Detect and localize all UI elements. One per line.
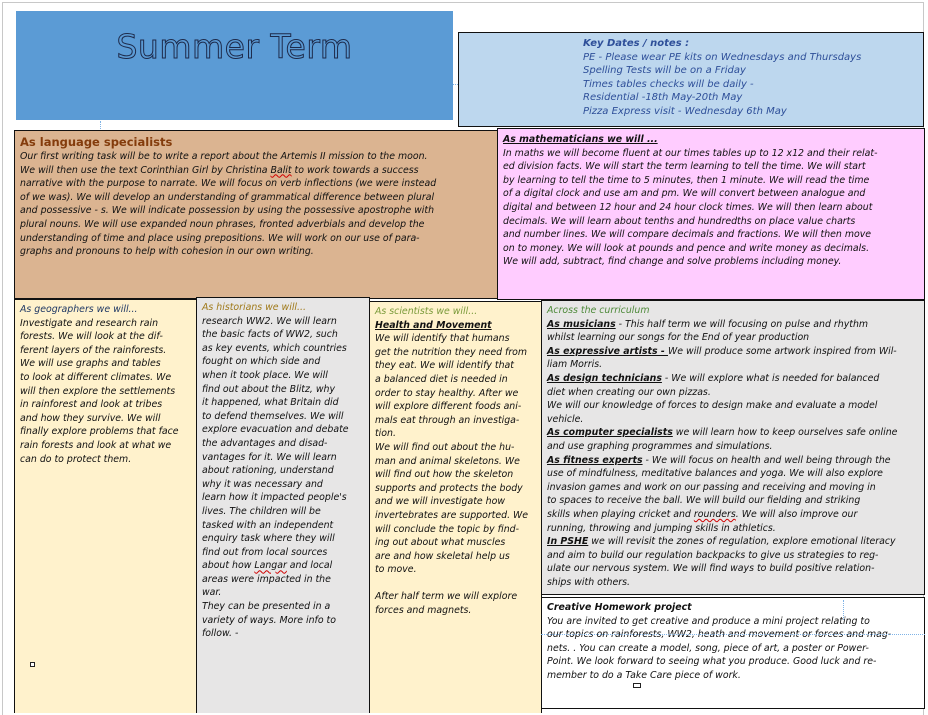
key-date-item: Pizza Express visit - Wednesday 6th May [583, 105, 787, 117]
text-line: our topics on rainforests, WW2, heath and movement or forces and mag- [547, 629, 892, 641]
text-line: use of mindfulness, meditative balances and yoga. We will also explore [547, 468, 883, 480]
text-line: We will use graphs and tables [20, 358, 161, 370]
text-fragment: we will learn how to keep ourselves safe online [672, 427, 898, 439]
text-line: We will our knowledge of forces to design make and evaluate a model [547, 400, 878, 412]
text-line: ed division facts. We will start the term learning to tell the time. We will start [503, 161, 866, 173]
text-fragment: We will then use the text Corinthian Girl by Christina [20, 164, 271, 176]
spellcheck-word[interactable]: rounders [693, 508, 736, 520]
text-fragment: we will revisit the zones of regulation, explore emotional literacy [588, 536, 896, 548]
text-line: lives. The children will be [202, 505, 321, 517]
text-line: tion. [375, 428, 396, 440]
layout-guide [100, 121, 101, 129]
text-fragment: We will produce some artwork inspired from Wil- [668, 345, 897, 357]
text-line: ferent layers of the rainforests. [20, 344, 167, 356]
text-line: of a digital clock and use am and pm. We will convert between analogue and [503, 188, 866, 200]
text-line: fought on which side and [202, 356, 321, 368]
text-line: narrative with the purpose to narrate. We will focus on verb inflections (we were instead [20, 178, 437, 190]
text-line: liam Morris. [547, 359, 603, 371]
text-line: by learning to tell the time to 5 minutes, then 1 minute. We will read the time [503, 174, 870, 186]
text-line: why it was necessary and [202, 478, 323, 490]
text-line: Investigate and research rain [20, 317, 159, 329]
text-line [547, 535, 919, 549]
text-line: a balanced diet is needed in [375, 373, 508, 385]
text-fragment: . We will also improve our [735, 508, 858, 520]
text-line: they eat. We will identify that [375, 360, 514, 372]
spellcheck-word[interactable]: Balit [270, 164, 292, 176]
text-line: You are invited to get creative and produce a mini project relating to [547, 615, 870, 627]
text-line: rain forests and look at what we [20, 439, 172, 451]
text-line: diet when creating our own pizzas. [547, 386, 711, 398]
layout-guide [541, 634, 925, 635]
text-line: nets. . You can create a model, song, piece of art, a poster or Power- [547, 642, 869, 654]
text-fragment: and local [286, 560, 333, 572]
text-fragment: - We will explore what is needed for balanced [661, 372, 880, 384]
text-line: and aim to build our regulation backpacks to give us strategies to reg- [547, 549, 879, 561]
text-line: They can be presented in a [202, 601, 331, 613]
text-line: tasked with an independent [202, 519, 334, 531]
text-line: will then explore the settlements [20, 385, 176, 397]
science-panel[interactable] [369, 301, 542, 713]
text-line: ships with others. [547, 576, 630, 588]
text-line: to defend themselves. We will [202, 410, 344, 422]
musicians-label: As musicians [547, 318, 616, 330]
geography-panel[interactable] [14, 299, 197, 713]
across-curriculum-panel[interactable] [541, 300, 925, 595]
text-line [547, 345, 919, 359]
maths-panel[interactable] [497, 128, 925, 300]
text-line: follow. - [202, 628, 239, 640]
text-line: digital and between 12 hour and 24 hour clock times. We will then learn about [503, 201, 873, 213]
text-line: decimals. We will learn about tenths and hundredths on place value charts [503, 215, 856, 227]
text-line: when it took place. We will [202, 369, 328, 381]
maths-heading: As mathematicians we will ... [503, 134, 658, 145]
science-subheading: Health and Movement [375, 319, 492, 331]
key-dates-heading: Key Dates / notes : [583, 38, 690, 49]
text-line: Point. We look forward to seeing what you produce. Good luck and re- [547, 656, 877, 668]
text-fragment: - We will focus on health and well being through the [642, 454, 891, 466]
text-line: to move. [375, 564, 417, 576]
text-line: vehicle. [547, 413, 584, 425]
text-line: We will add, subtract, find change and solve problems including money. [503, 256, 842, 268]
language-text [20, 150, 492, 259]
text-line: war. [202, 587, 222, 599]
key-date-item: PE - Please wear PE kits on Wednesdays and Thursdays [583, 51, 862, 63]
science-heading: As scientists we will... [375, 306, 478, 317]
text-line: plural nouns. We will use expanded noun phrases, fronted adverbials and develop the [20, 218, 425, 230]
text-line: can do to protect them. [20, 453, 132, 465]
homework-heading: Creative Homework project [547, 602, 692, 613]
text-line: ing out about what muscles [375, 537, 506, 549]
text-line [547, 372, 919, 386]
key-date-item: Spelling Tests will be on a Friday [583, 65, 746, 76]
text-line: running, throwing and jumping skills in athletics. [547, 522, 776, 534]
text-line: to look at different climates. We [20, 371, 172, 383]
text-line [547, 454, 919, 468]
key-dates-box[interactable] [458, 32, 924, 127]
text-line: vantages for it. We will learn [202, 451, 337, 463]
text-line: as key events, which countries [202, 342, 347, 354]
text-line: understanding of time and place using prepositions. We will work on our use of para- [20, 232, 420, 244]
text-line: member to do a Take Care piece of work. [547, 669, 741, 681]
text-line: invertebrates are supported. We [375, 509, 529, 521]
pshe-label: In PSHE [547, 536, 589, 548]
geography-heading: As geographers we will... [20, 304, 138, 315]
text-line: will conclude the topic by find- [375, 523, 519, 535]
text-fragment: skills when playing cricket and [547, 508, 694, 520]
text-line: graphs and pronouns to help with cohesion in our own writing. [20, 246, 314, 258]
layout-guide [453, 84, 458, 85]
fitness-label: As fitness experts [547, 454, 643, 466]
homework-panel[interactable] [541, 597, 925, 709]
text-line [547, 508, 919, 522]
text-line: learn how it impacted people's [202, 492, 347, 504]
key-date-item: Residential -18th May-20th May [583, 92, 743, 103]
design-label: As design technicians [547, 372, 662, 384]
history-panel[interactable] [196, 297, 370, 713]
text-line: will explore different foods ani- [375, 401, 522, 413]
text-line: find out from local sources [202, 546, 328, 558]
across-curriculum-heading: Across the curriculum [547, 305, 650, 316]
text-line: and we will investigate how [375, 496, 505, 508]
resize-handle[interactable] [30, 662, 35, 667]
text-line: about rationing, understand [202, 465, 334, 477]
text-fragment: to work towards a success [291, 164, 419, 176]
text-line: We will find out about the hu- [375, 441, 515, 453]
text-line: find out about the Blitz, why [202, 383, 336, 395]
text-line: finally explore problems that face [20, 426, 179, 438]
history-heading: As historians we will... [202, 302, 306, 313]
text-line [202, 559, 364, 573]
text-line [547, 318, 919, 332]
text-line: whilst learning our songs for the End of year production [547, 332, 810, 344]
text-line [547, 426, 919, 440]
text-line: of we was). We will develop an understanding of grammatical difference between plural [20, 191, 435, 203]
text-line: forces and magnets. [375, 605, 472, 617]
text-line: to spaces to receive the ball. We will build our fielding and striking [547, 495, 861, 507]
spacer [375, 577, 536, 591]
computing-label: As computer specialists [547, 427, 673, 439]
text-line: are and how skeletal help us [375, 550, 510, 562]
artists-label: As expressive artists - [547, 345, 669, 357]
resize-handle[interactable] [633, 683, 641, 688]
text-line: explore evacuation and debate [202, 424, 349, 436]
text-line: the advantages and disad- [202, 437, 328, 449]
key-date-item: Times tables checks will be daily - [583, 78, 754, 90]
text-line: invasion games and work on our passing and receiving and moving in [547, 481, 876, 493]
text-line: areas were impacted in the [202, 573, 331, 585]
text-line: mals eat through an investiga- [375, 414, 520, 426]
text-line: In maths we will become fluent at our times tables up to 12 x12 and their relat- [503, 147, 878, 159]
language-heading: As language specialists [20, 135, 173, 149]
title-banner[interactable] [16, 11, 453, 120]
text-line: Our first writing task will be to write a report about the Artemis II mission to the moon. [20, 151, 428, 162]
language-panel[interactable] [14, 130, 498, 299]
text-line: will find out how the skeleton [375, 469, 514, 481]
page-title: Summer Term [116, 27, 353, 66]
text-line: and use graphing programmes and simulations. [547, 440, 773, 452]
text-line: research WW2. We will learn [202, 315, 337, 327]
text-line: the basic facts of WW2, such [202, 329, 338, 341]
text-line [20, 164, 492, 178]
text-line: order to stay healthy. After we [375, 387, 519, 399]
text-line: get the nutrition they need from [375, 346, 528, 358]
text-fragment: about how [202, 560, 255, 572]
spellcheck-word[interactable]: Langar [254, 560, 287, 572]
text-line: and how they survive. We will [20, 412, 161, 424]
layout-guide [843, 600, 844, 620]
text-line: and possessive - s. We will indicate possession by using the possessive apostrophe with [20, 205, 435, 217]
text-fragment: - This half term we will focusing on pulse and rhythm [615, 318, 869, 330]
text-line: enquiry task where they will [202, 533, 335, 545]
text-line: variety of ways. More info to [202, 614, 336, 626]
text-line: supports and protects the body [375, 482, 523, 494]
text-line: We will identify that humans [375, 333, 510, 345]
text-line: man and animal skeletons. We [375, 455, 520, 467]
text-line: forests. We will look at the dif- [20, 331, 163, 343]
text-line: and number lines. We will compare decimals and fractions. We will then move [503, 229, 872, 241]
text-line: on to money. We will look at pounds and pence and write money as decimals. [503, 242, 870, 254]
text-line: it happened, what Britain did [202, 397, 339, 409]
text-line: After half term we will explore [375, 591, 518, 603]
text-line: ulate our nervous system. We will find ways to build positive relation- [547, 563, 875, 575]
text-line: in rainforest and look at tribes [20, 399, 163, 411]
